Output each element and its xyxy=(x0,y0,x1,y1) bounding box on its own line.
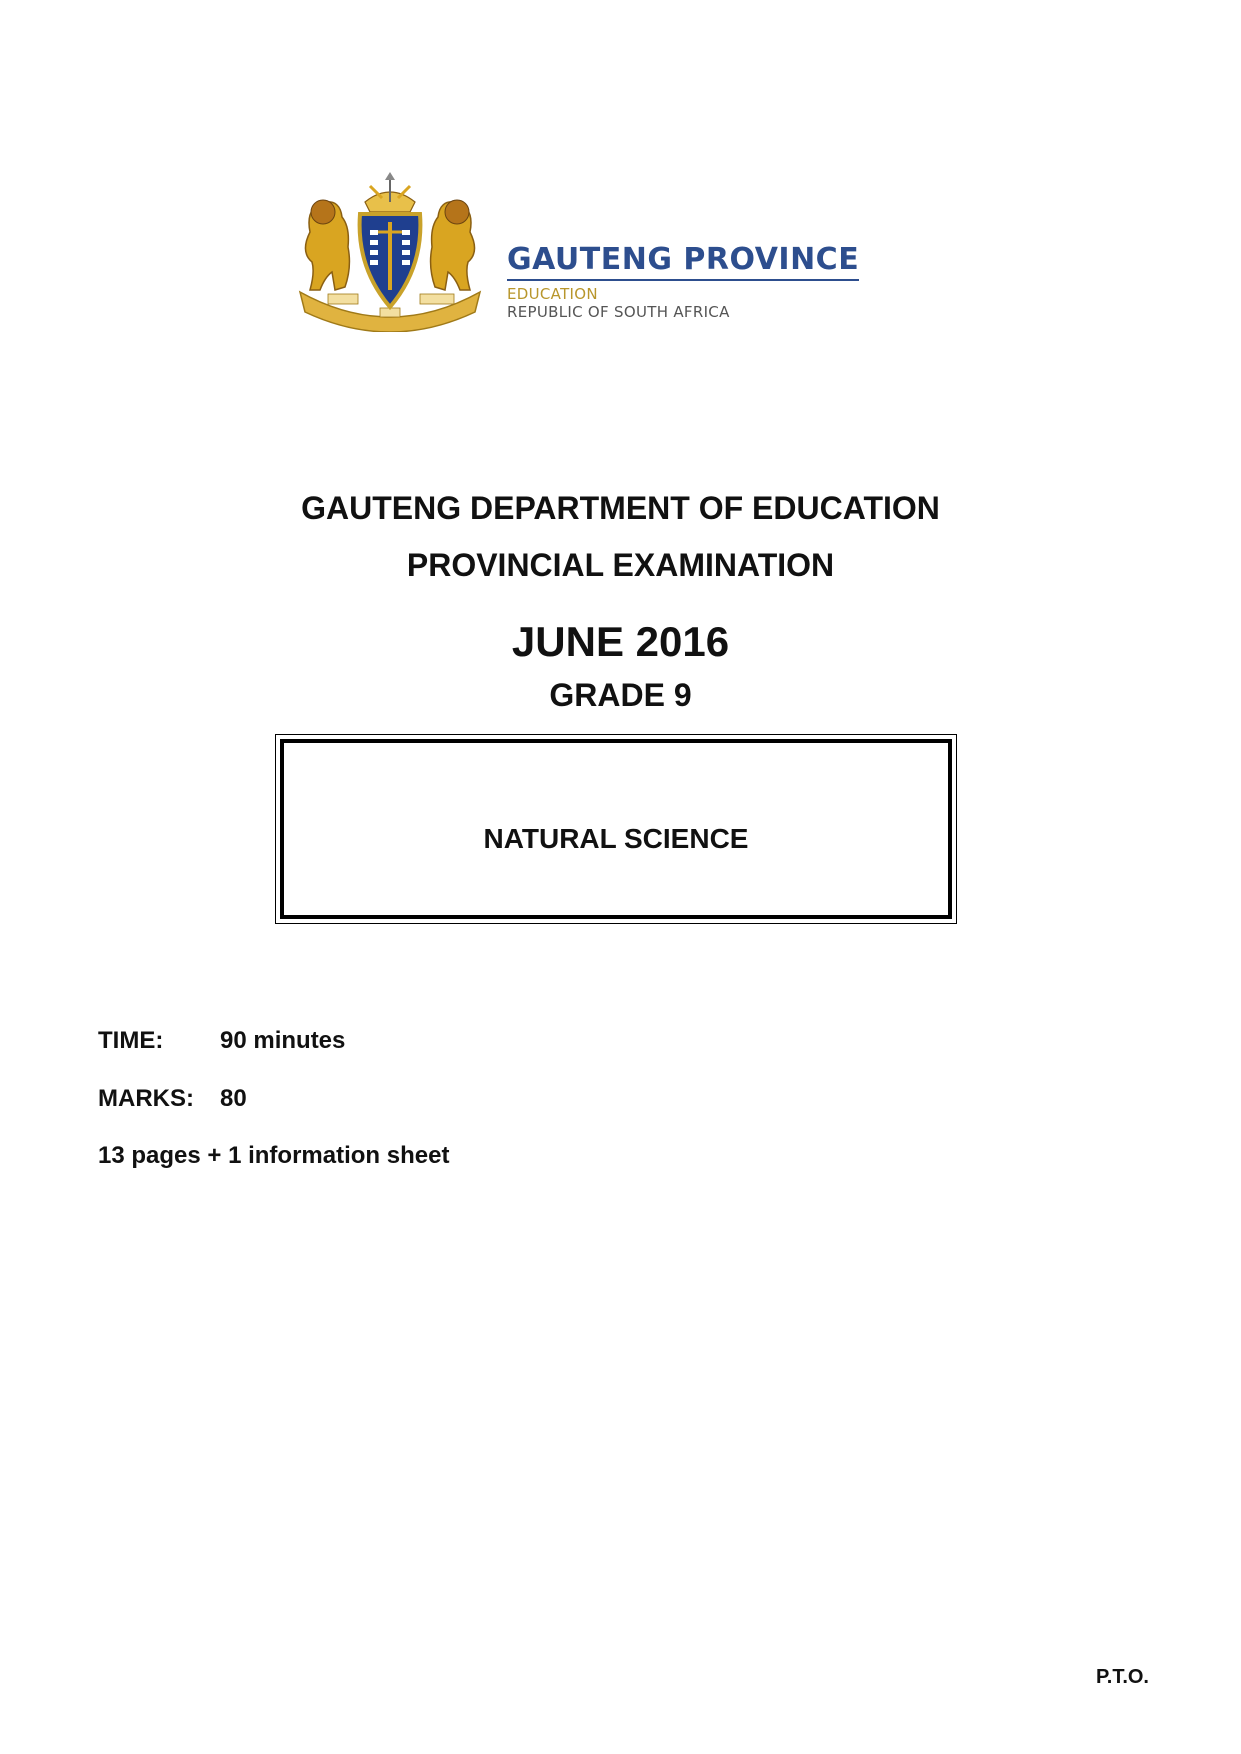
exam-heading: PROVINCIAL EXAMINATION xyxy=(406,547,835,583)
subject-title: NATURAL SCIENCE xyxy=(483,823,749,854)
subject-box-frame xyxy=(280,739,952,919)
logo-subtitle-country: REPUBLIC OF SOUTH AFRICA xyxy=(507,303,730,321)
logo-title: GAUTENG PROVINCE xyxy=(507,242,859,281)
time-row xyxy=(98,1027,345,1055)
grade-heading: GRADE 9 xyxy=(549,677,692,713)
coat-of-arms-icon xyxy=(290,172,490,332)
pto-marker: P.T.O. xyxy=(1096,1666,1149,1688)
time-value: 90 minutes xyxy=(220,1027,346,1054)
marks-label: MARKS: xyxy=(98,1085,194,1112)
marks-value: 80 xyxy=(220,1085,247,1112)
logo-subtitle-education: EDUCATION xyxy=(507,285,598,303)
gauteng-logo xyxy=(290,172,860,332)
time-label: TIME: xyxy=(98,1027,164,1054)
department-heading: GAUTENG DEPARTMENT OF EDUCATION xyxy=(301,490,940,526)
exam-session: JUNE 2016 xyxy=(511,618,730,665)
pages-info: 13 pages + 1 information sheet xyxy=(98,1142,450,1169)
marks-row xyxy=(98,1085,247,1113)
logo-wordmark xyxy=(507,242,867,322)
subject-box xyxy=(275,734,957,924)
